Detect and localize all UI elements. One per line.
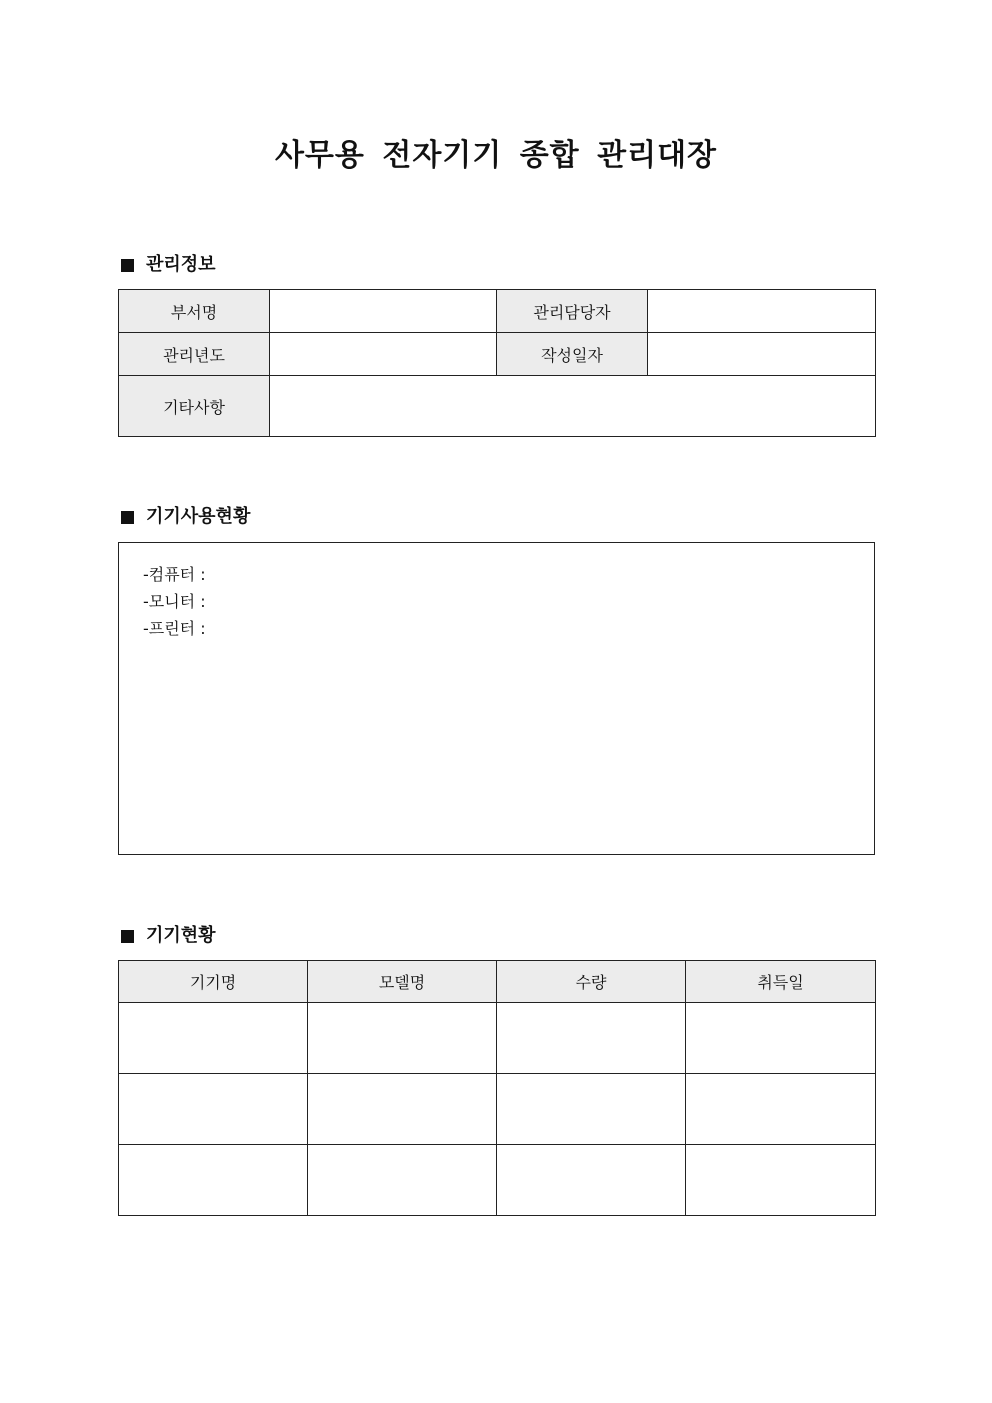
manager-label: 관리담당자	[497, 290, 648, 333]
table-cell[interactable]	[119, 1145, 308, 1216]
table-cell[interactable]	[686, 1003, 876, 1074]
table-header-row	[119, 961, 876, 1003]
usage-line-computer: -컴퓨터 :	[143, 565, 206, 584]
section-heading-label: 기기사용현황	[146, 506, 251, 527]
square-bullet-icon	[121, 259, 134, 272]
manager-field[interactable]	[648, 290, 876, 333]
column-header-quantity: 수량	[497, 961, 686, 1003]
table-row	[119, 290, 876, 333]
table-row	[119, 1074, 876, 1145]
device-usage-lines	[143, 561, 206, 642]
page-title: 사무용 전자기기 종합 관리대장	[274, 138, 718, 173]
usage-line-printer: -프린터 :	[143, 619, 206, 638]
notes-field[interactable]	[270, 376, 876, 437]
table-cell[interactable]	[119, 1003, 308, 1074]
device-status-table	[118, 960, 876, 1216]
notes-label: 기타사항	[119, 376, 270, 437]
section-heading-label: 관리정보	[146, 254, 216, 275]
table-cell[interactable]	[308, 1074, 497, 1145]
table-cell[interactable]	[497, 1074, 686, 1145]
table-cell[interactable]	[686, 1074, 876, 1145]
device-usage-box[interactable]	[118, 542, 875, 855]
table-cell[interactable]	[308, 1145, 497, 1216]
table-cell[interactable]	[119, 1074, 308, 1145]
table-row	[119, 333, 876, 376]
created-date-field[interactable]	[648, 333, 876, 376]
section-heading-device-usage	[119, 505, 250, 529]
square-bullet-icon	[121, 511, 134, 524]
section-heading-management-info	[119, 253, 216, 277]
table-cell[interactable]	[686, 1145, 876, 1216]
table-cell[interactable]	[308, 1003, 497, 1074]
department-field[interactable]	[270, 290, 497, 333]
column-header-model-name: 모델명	[308, 961, 497, 1003]
created-date-label: 작성일자	[497, 333, 648, 376]
management-year-label: 관리년도	[119, 333, 270, 376]
column-header-device-name: 기기명	[119, 961, 308, 1003]
square-bullet-icon	[121, 930, 134, 943]
usage-line-monitor: -모니터 :	[143, 592, 206, 611]
management-year-field[interactable]	[270, 333, 497, 376]
department-label: 부서명	[119, 290, 270, 333]
management-info-table	[118, 289, 876, 437]
column-header-acquisition-date: 취득일	[686, 961, 876, 1003]
section-heading-label: 기기현황	[146, 925, 216, 946]
table-cell[interactable]	[497, 1003, 686, 1074]
table-row	[119, 1003, 876, 1074]
table-row	[119, 376, 876, 437]
section-heading-device-status	[119, 924, 216, 948]
table-row	[119, 1145, 876, 1216]
table-cell[interactable]	[497, 1145, 686, 1216]
